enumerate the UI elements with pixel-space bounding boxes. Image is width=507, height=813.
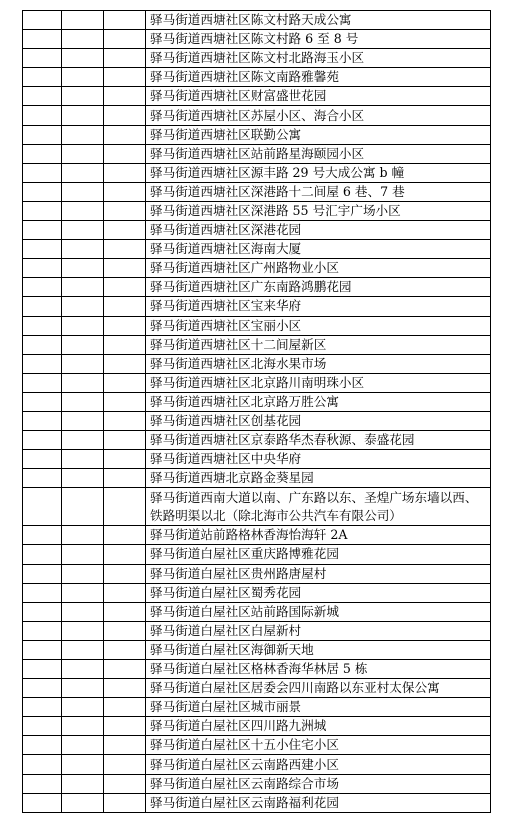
address-cell: 驿马街道西塘北京路金葵星园 — [146, 469, 491, 488]
table-row — [23, 621, 491, 640]
empty-cell — [23, 755, 62, 774]
empty-cell — [62, 774, 104, 793]
table-row — [23, 182, 491, 201]
table-row — [23, 373, 491, 392]
table-row — [23, 49, 491, 68]
address-cell: 驿马街道白屋社区云南路西建小区 — [146, 755, 491, 774]
empty-cell — [104, 125, 146, 144]
empty-cell — [23, 774, 62, 793]
empty-cell — [104, 450, 146, 469]
table-row — [23, 87, 491, 106]
empty-cell — [23, 640, 62, 659]
address-cell: 驿马街道西塘社区陈文村北路海玉小区 — [146, 49, 491, 68]
table-row — [23, 297, 491, 316]
table-row — [23, 698, 491, 717]
table-row — [23, 488, 491, 526]
table-row — [23, 259, 491, 278]
table-row — [23, 526, 491, 545]
table-row — [23, 660, 491, 679]
empty-cell — [23, 125, 62, 144]
address-cell: 驿马街道白屋社区云南路福利花园 — [146, 793, 491, 812]
empty-cell — [62, 755, 104, 774]
empty-cell — [104, 602, 146, 621]
empty-cell — [62, 431, 104, 450]
empty-cell — [23, 259, 62, 278]
table-row — [23, 679, 491, 698]
address-table — [22, 10, 491, 813]
empty-cell — [62, 717, 104, 736]
empty-cell — [23, 297, 62, 316]
address-cell: 驿马街道站前路格林香海怡海轩 2A — [146, 526, 491, 545]
empty-cell — [104, 221, 146, 240]
address-cell: 驿马街道西塘社区苏屋小区、海合小区 — [146, 106, 491, 125]
empty-cell — [104, 106, 146, 125]
address-cell: 驿马街道西塘社区广州路物业小区 — [146, 259, 491, 278]
table-row — [23, 30, 491, 49]
table-row — [23, 106, 491, 125]
table-row — [23, 450, 491, 469]
empty-cell — [23, 240, 62, 259]
empty-cell — [23, 411, 62, 430]
table-row — [23, 68, 491, 87]
empty-cell — [62, 316, 104, 335]
empty-cell — [104, 278, 146, 297]
empty-cell — [104, 30, 146, 49]
empty-cell — [62, 182, 104, 201]
empty-cell — [62, 144, 104, 163]
address-cell: 驿马街道西塘社区深港路 55 号汇宇广场小区 — [146, 201, 491, 220]
address-cell: 驿马街道白屋社区格林香海华林居 5 栋 — [146, 660, 491, 679]
empty-cell — [62, 640, 104, 659]
empty-cell — [23, 660, 62, 679]
address-cell: 驿马街道白屋社区站前路国际新城 — [146, 602, 491, 621]
empty-cell — [23, 698, 62, 717]
empty-cell — [104, 431, 146, 450]
table-row — [23, 755, 491, 774]
empty-cell — [23, 106, 62, 125]
address-cell: 驿马街道西塘社区源丰路 29 号大成公寓 b 幢 — [146, 163, 491, 182]
empty-cell — [104, 717, 146, 736]
address-cell: 驿马街道西塘社区深港路十二间屋 6 巷、7 巷 — [146, 182, 491, 201]
empty-cell — [104, 163, 146, 182]
address-cell: 驿马街道白屋社区重庆路博雅花园 — [146, 545, 491, 564]
table-row — [23, 545, 491, 564]
address-cell: 驿马街道白屋社区云南路综合市场 — [146, 774, 491, 793]
empty-cell — [104, 526, 146, 545]
address-cell: 驿马街道西塘社区深港花园 — [146, 221, 491, 240]
empty-cell — [62, 297, 104, 316]
empty-cell — [23, 621, 62, 640]
table-row — [23, 125, 491, 144]
address-cell: 驿马街道西塘社区中央华府 — [146, 450, 491, 469]
empty-cell — [23, 545, 62, 564]
empty-cell — [62, 163, 104, 182]
empty-cell — [104, 240, 146, 259]
address-cell: 驿马街道白屋社区四川路九洲城 — [146, 717, 491, 736]
empty-cell — [62, 221, 104, 240]
empty-cell — [23, 564, 62, 583]
empty-cell — [62, 259, 104, 278]
empty-cell — [104, 736, 146, 755]
address-cell: 驿马街道白屋社区蜀秀花园 — [146, 583, 491, 602]
empty-cell — [23, 163, 62, 182]
address-cell: 驿马街道西塘社区京泰路华杰春秋源、泰盛花园 — [146, 431, 491, 450]
empty-cell — [62, 11, 104, 30]
table-row — [23, 335, 491, 354]
address-cell: 驿马街道西塘社区十二间屋新区 — [146, 335, 491, 354]
table-row — [23, 564, 491, 583]
empty-cell — [104, 640, 146, 659]
table-row — [23, 736, 491, 755]
empty-cell — [23, 144, 62, 163]
empty-cell — [104, 182, 146, 201]
address-cell: 驿马街道西南大道以南、广东路以东、圣煌广场东墙以西、铁路明渠以北（除北海市公共汽车有限公司） — [146, 488, 491, 526]
empty-cell — [104, 564, 146, 583]
empty-cell — [62, 488, 104, 526]
address-cell: 驿马街道西塘社区北京路万胜公寓 — [146, 392, 491, 411]
empty-cell — [62, 450, 104, 469]
address-cell: 驿马街道西塘社区联勤公寓 — [146, 125, 491, 144]
address-cell: 驿马街道白屋社区十五小住宅小区 — [146, 736, 491, 755]
empty-cell — [62, 49, 104, 68]
address-cell: 驿马街道白屋社区城市丽景 — [146, 698, 491, 717]
empty-cell — [23, 221, 62, 240]
address-cell: 驿马街道西塘社区海南大厦 — [146, 240, 491, 259]
empty-cell — [62, 602, 104, 621]
empty-cell — [62, 526, 104, 545]
empty-cell — [104, 774, 146, 793]
empty-cell — [23, 68, 62, 87]
empty-cell — [104, 679, 146, 698]
empty-cell — [62, 30, 104, 49]
empty-cell — [62, 201, 104, 220]
empty-cell — [62, 106, 104, 125]
table-row — [23, 583, 491, 602]
empty-cell — [23, 679, 62, 698]
address-cell: 驿马街道西塘社区宝来华府 — [146, 297, 491, 316]
table-row — [23, 144, 491, 163]
empty-cell — [62, 621, 104, 640]
empty-cell — [23, 488, 62, 526]
empty-cell — [104, 660, 146, 679]
address-cell: 驿马街道西塘社区广东南路鸿鹏花园 — [146, 278, 491, 297]
address-cell: 驿马街道白屋社区白屋新村 — [146, 621, 491, 640]
table-row — [23, 354, 491, 373]
empty-cell — [23, 373, 62, 392]
empty-cell — [23, 431, 62, 450]
empty-cell — [62, 736, 104, 755]
empty-cell — [62, 545, 104, 564]
empty-cell — [62, 68, 104, 87]
empty-cell — [23, 736, 62, 755]
table-row — [23, 774, 491, 793]
empty-cell — [104, 87, 146, 106]
empty-cell — [23, 335, 62, 354]
address-cell: 驿马街道白屋社区居委会四川南路以东亚村太保公寓 — [146, 679, 491, 698]
empty-cell — [104, 698, 146, 717]
empty-cell — [104, 621, 146, 640]
empty-cell — [104, 316, 146, 335]
address-cell: 驿马街道西塘社区陈文村路 6 至 8 号 — [146, 30, 491, 49]
empty-cell — [104, 755, 146, 774]
empty-cell — [62, 335, 104, 354]
empty-cell — [23, 354, 62, 373]
empty-cell — [104, 373, 146, 392]
empty-cell — [23, 450, 62, 469]
address-cell: 驿马街道白屋社区贵州路唐屋村 — [146, 564, 491, 583]
empty-cell — [23, 278, 62, 297]
address-cell: 驿马街道西塘社区创基花园 — [146, 411, 491, 430]
table-row — [23, 240, 491, 259]
empty-cell — [23, 316, 62, 335]
empty-cell — [23, 469, 62, 488]
empty-cell — [62, 354, 104, 373]
empty-cell — [23, 201, 62, 220]
table-row — [23, 278, 491, 297]
table-row — [23, 640, 491, 659]
address-cell: 驿马街道西塘社区北京路川南明珠小区 — [146, 373, 491, 392]
table-row — [23, 163, 491, 182]
address-cell: 驿马街道白屋社区海御新天地 — [146, 640, 491, 659]
empty-cell — [104, 144, 146, 163]
address-cell: 驿马街道西塘社区陈文村路天成公寓 — [146, 11, 491, 30]
table-row — [23, 221, 491, 240]
empty-cell — [62, 564, 104, 583]
table-row — [23, 411, 491, 430]
table-row — [23, 793, 491, 812]
table-row — [23, 431, 491, 450]
empty-cell — [104, 201, 146, 220]
address-cell: 驿马街道西塘社区财富盛世花园 — [146, 87, 491, 106]
empty-cell — [62, 793, 104, 812]
empty-cell — [23, 49, 62, 68]
empty-cell — [104, 335, 146, 354]
empty-cell — [62, 660, 104, 679]
address-table-body — [23, 11, 491, 813]
empty-cell — [62, 469, 104, 488]
address-cell: 驿马街道西塘社区宝丽小区 — [146, 316, 491, 335]
empty-cell — [104, 583, 146, 602]
empty-cell — [62, 240, 104, 259]
empty-cell — [62, 411, 104, 430]
table-row — [23, 201, 491, 220]
empty-cell — [104, 259, 146, 278]
table-row — [23, 469, 491, 488]
empty-cell — [104, 411, 146, 430]
address-cell: 驿马街道西塘社区北海水果市场 — [146, 354, 491, 373]
table-row — [23, 717, 491, 736]
empty-cell — [104, 297, 146, 316]
empty-cell — [62, 583, 104, 602]
empty-cell — [104, 49, 146, 68]
empty-cell — [104, 392, 146, 411]
empty-cell — [23, 392, 62, 411]
empty-cell — [23, 583, 62, 602]
empty-cell — [104, 545, 146, 564]
empty-cell — [104, 793, 146, 812]
empty-cell — [104, 488, 146, 526]
table-row — [23, 316, 491, 335]
empty-cell — [104, 68, 146, 87]
empty-cell — [104, 11, 146, 30]
empty-cell — [23, 717, 62, 736]
empty-cell — [62, 373, 104, 392]
empty-cell — [62, 392, 104, 411]
table-row — [23, 392, 491, 411]
empty-cell — [62, 125, 104, 144]
address-cell: 驿马街道西塘社区陈文南路雅馨苑 — [146, 68, 491, 87]
empty-cell — [104, 469, 146, 488]
empty-cell — [23, 11, 62, 30]
address-cell: 驿马街道西塘社区站前路星海颐园小区 — [146, 144, 491, 163]
empty-cell — [62, 278, 104, 297]
table-row — [23, 11, 491, 30]
empty-cell — [23, 182, 62, 201]
empty-cell — [23, 602, 62, 621]
empty-cell — [104, 354, 146, 373]
empty-cell — [62, 87, 104, 106]
empty-cell — [23, 793, 62, 812]
table-row — [23, 602, 491, 621]
empty-cell — [62, 679, 104, 698]
empty-cell — [23, 526, 62, 545]
empty-cell — [62, 698, 104, 717]
empty-cell — [23, 30, 62, 49]
empty-cell — [23, 87, 62, 106]
